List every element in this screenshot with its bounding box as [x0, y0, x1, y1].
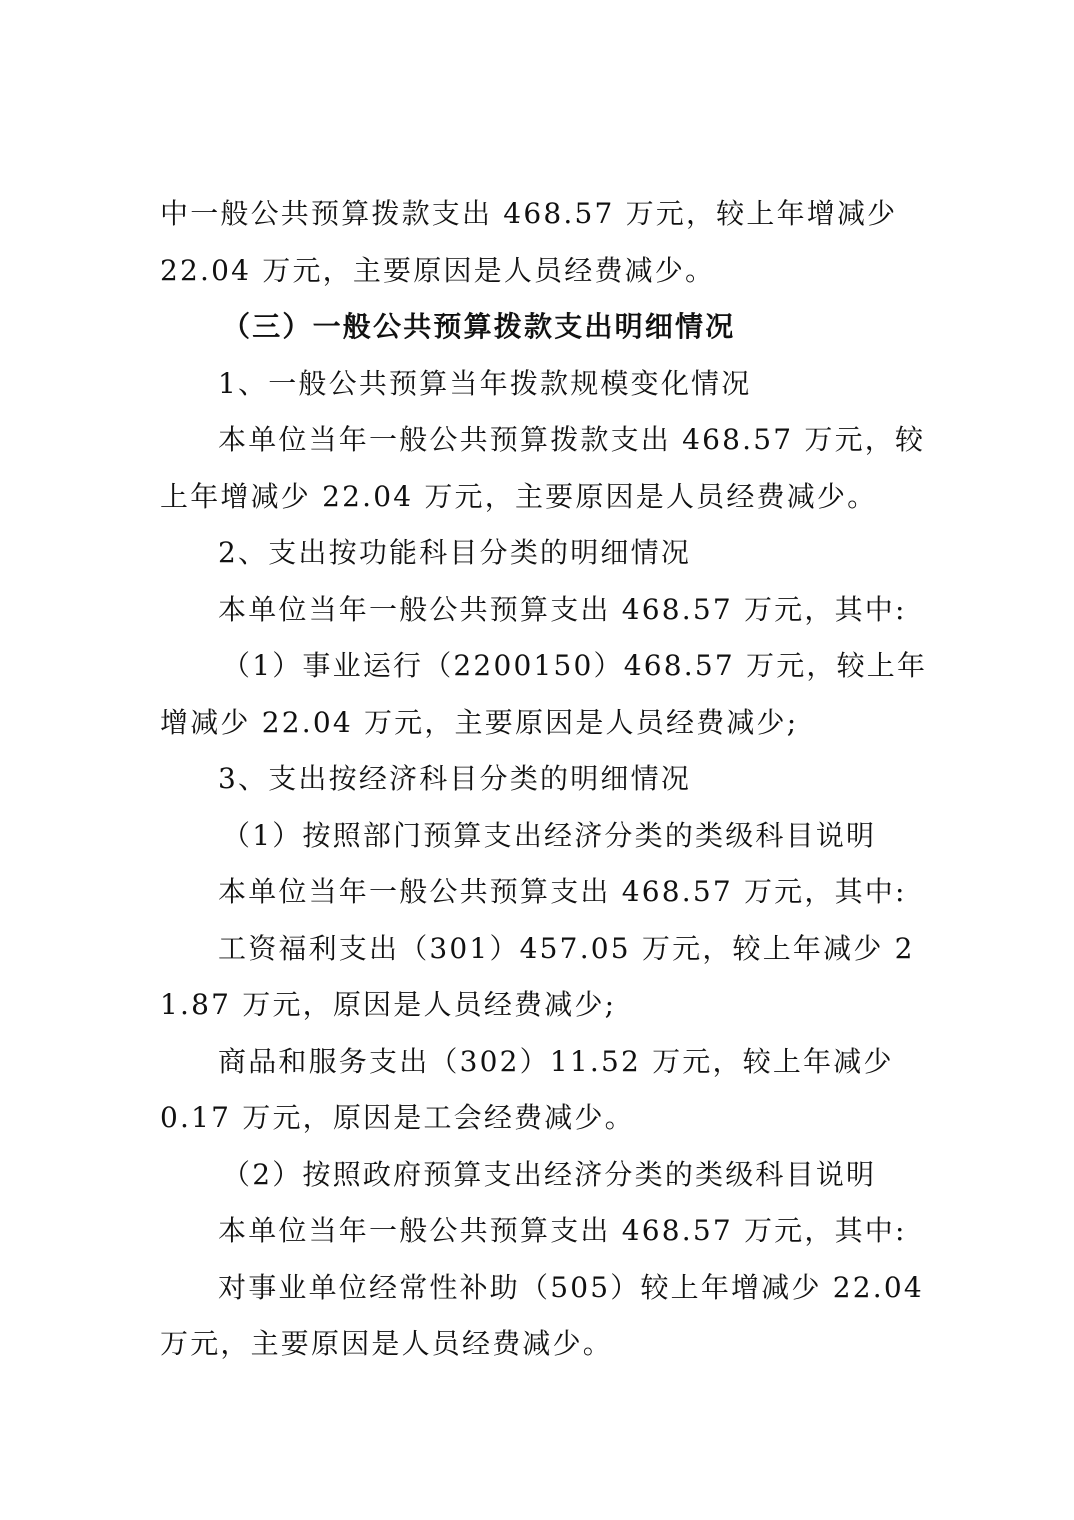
- paragraph-wages-welfare: 工资福利支出（301）457.05 万元，较上年减少 21.87 万元，原因是人员经费减少;: [160, 931, 915, 1021]
- paragraph-appropriation-scale: 本单位当年一般公共预算拨款支出 468.57 万元，较上年增减少 22.04 万元，主要原因是人员经费减少。: [160, 423, 926, 513]
- paragraph-subsidy-institutions: 对事业单位经常性补助（505）较上年增减少 22.04 万元，主要原因是人员经费减少。: [160, 1270, 924, 1360]
- document-body: [160, 186, 928, 1373]
- paragraph-business-operation: （1）事业运行（2200150）468.57 万元，较上年增减少 22.04 万元，主要原因是人员经费减少;: [160, 649, 928, 739]
- paragraph-continuation: 中一般公共预算拨款支出 468.57 万元，较上年增减少 22.04 万元，主要原因是人员经费减少。: [160, 197, 898, 287]
- paragraph-goods-services: 商品和服务支出（302）11.52 万元，较上年减少 0.17 万元，原因是工会经费减少。: [160, 1044, 894, 1134]
- subheading-appropriation-scale: 1、一般公共预算当年拨款规模变化情况: [218, 366, 752, 400]
- paragraph-functional-total: 本单位当年一般公共预算支出 468.57 万元，其中:: [218, 592, 907, 626]
- subheading-functional-classification: 2、支出按功能科目分类的明细情况: [218, 536, 692, 569]
- subheading-department-economic: （1）按照部门预算支出经济分类的类级科目说明: [222, 818, 877, 852]
- subheading-economic-classification: 3、支出按经济科目分类的明细情况: [218, 762, 692, 795]
- subheading-government-economic: （2）按照政府预算支出经济分类的类级科目说明: [222, 1157, 877, 1191]
- paragraph-department-total: 本单位当年一般公共预算支出 468.57 万元，其中:: [218, 875, 907, 908]
- paragraph-government-total: 本单位当年一般公共预算支出 468.57 万元，其中:: [218, 1214, 907, 1247]
- section-heading-general-budget-detail: （三）一般公共预算拨款支出明细情况: [222, 310, 736, 343]
